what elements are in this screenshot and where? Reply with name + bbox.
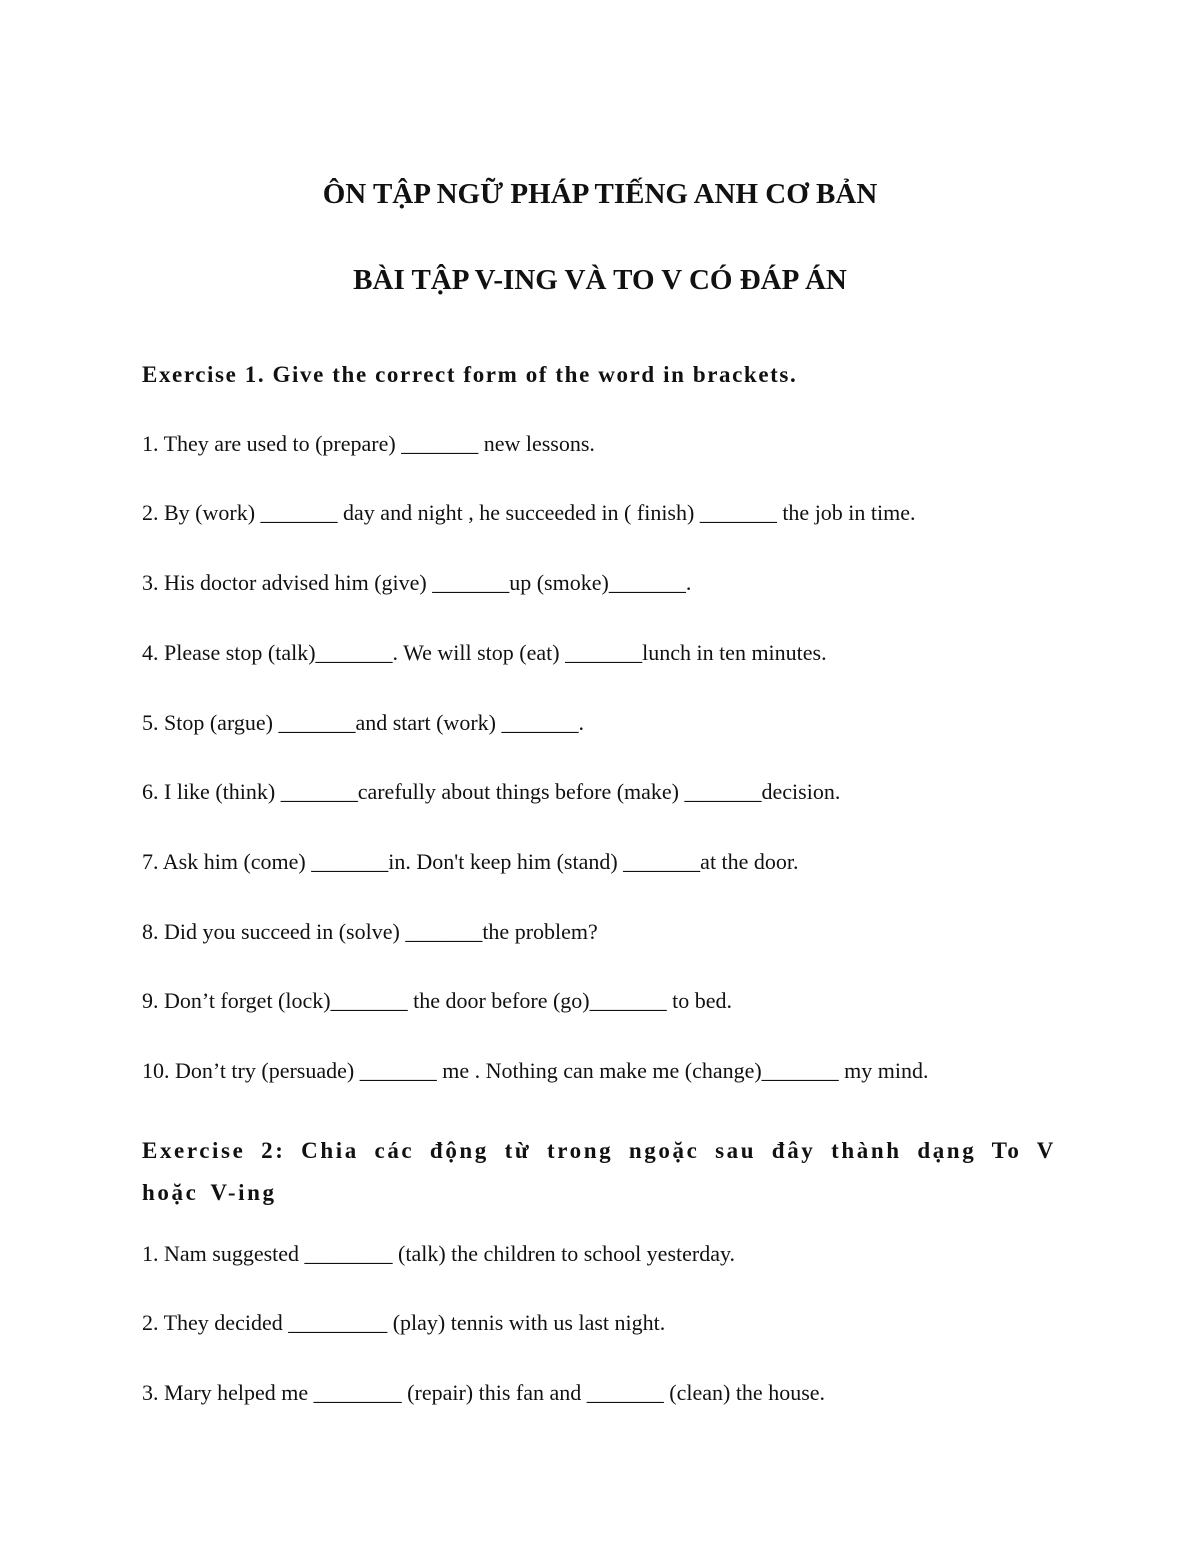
exercise-2-question-2: 2. They decided _________ (play) tennis with us last night. — [142, 1310, 666, 1335]
exercise-1-question-9: 9. Don’t forget (lock)_______ the door before (go)_______ to bed. — [142, 988, 733, 1013]
document-title: ÔN TẬP NGỮ PHÁP TIẾNG ANH CƠ BẢN — [322, 178, 878, 210]
exercise-2-question-1: 1. Nam suggested ________ (talk) the children to school yesterday. — [142, 1241, 736, 1266]
exercise-1-question-3: 3. His doctor advised him (give) _______up (smoke)_______. — [142, 570, 692, 595]
exercise-1-question-6: 6. I like (think) _______carefully about things before (make) _______decision. — [142, 779, 841, 804]
exercise-2-heading: Exercise 2: Chia các động từ trong ngoặc sau đây thành dạng To V hoặc V-ing — [142, 1138, 1056, 1205]
exercise-1-question-8: 8. Did you succeed in (solve) _______the problem? — [142, 919, 598, 944]
exercise-1-question-5: 5. Stop (argue) _______and start (work) _______. — [142, 710, 584, 735]
document-subtitle: BÀI TẬP V-ING VÀ TO V CÓ ĐÁP ÁN — [353, 264, 847, 296]
exercise-1-question-10: 10. Don’t try (persuade) _______ me . Nothing can make me (change)_______ my mind. — [142, 1058, 929, 1083]
exercise-1-question-4: 4. Please stop (talk)_______. We will stop (eat) _______lunch in ten minutes. — [142, 640, 827, 665]
exercise-1-question-1: 1. They are used to (prepare) _______ new lessons. — [142, 431, 595, 456]
exercise-1-heading: Exercise 1. Give the correct form of the word in brackets. — [142, 362, 798, 387]
exercise-1-question-2: 2. By (work) _______ day and night , he succeeded in ( finish) _______ the job in time. — [142, 500, 916, 525]
exercise-1-question-7: 7. Ask him (come) _______in. Don't keep him (stand) _______at the door. — [142, 849, 799, 874]
exercise-2-question-3: 3. Mary helped me ________ (repair) this fan and _______ (clean) the house. — [142, 1380, 826, 1405]
